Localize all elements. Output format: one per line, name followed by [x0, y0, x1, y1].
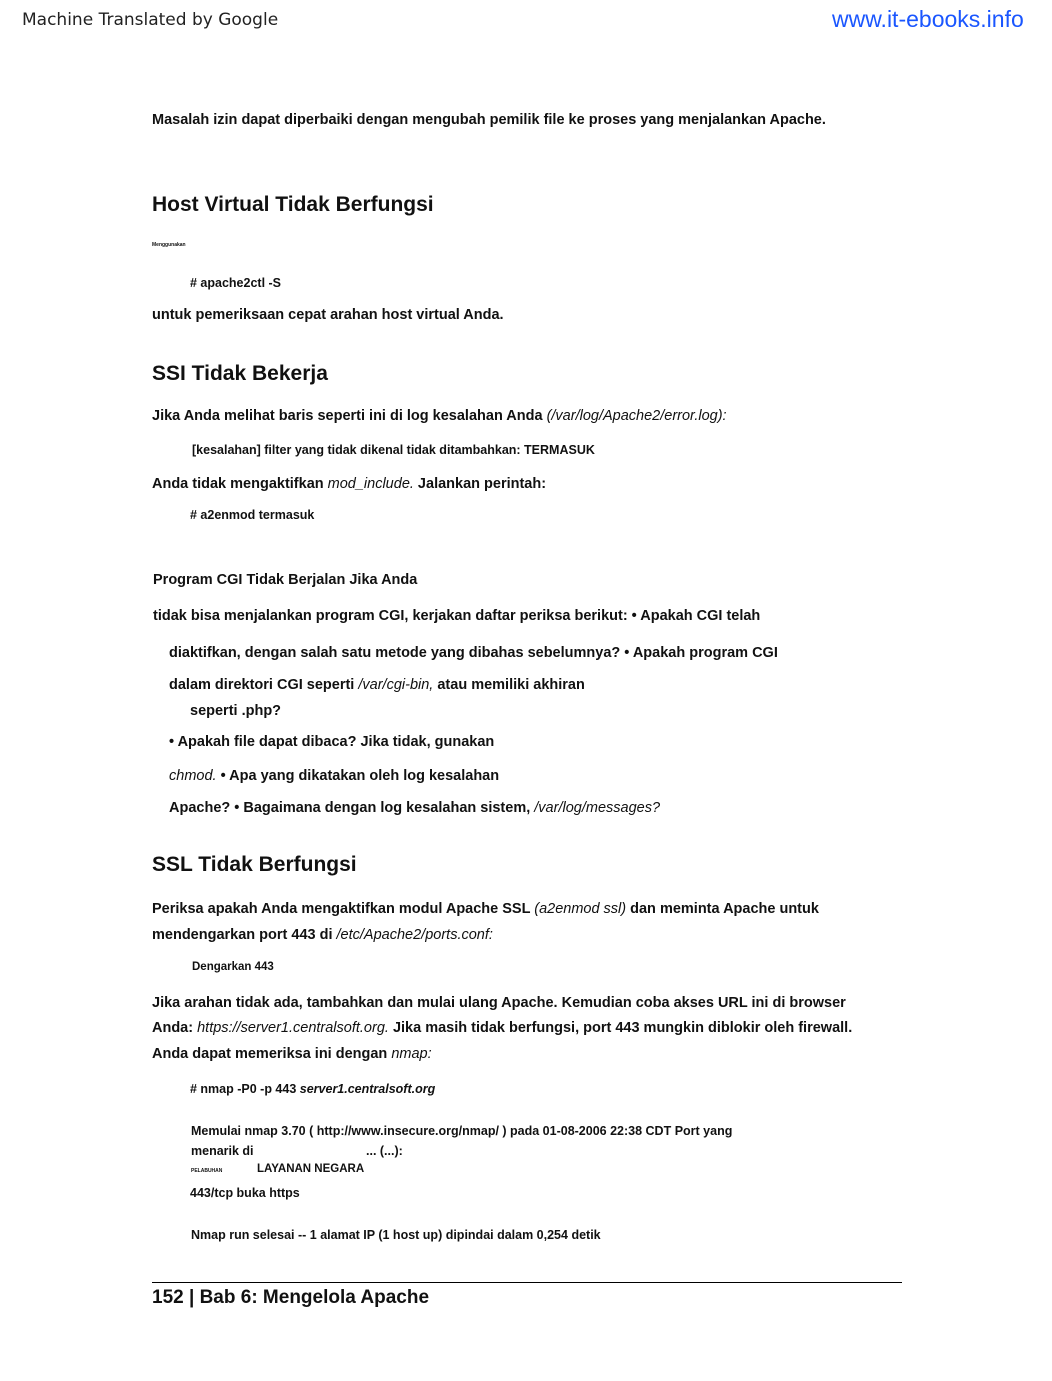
text: mendengarkan port 443 di [152, 927, 337, 943]
cgi-line-4 [169, 677, 585, 693]
ssl-paragraph-1 [152, 901, 819, 917]
server-url: https://server1.centralsoft.org. [197, 1020, 389, 1036]
text: Apache? • Bagaimana dengan log kesalahan sistem, [169, 800, 535, 816]
translation-notice: Machine Translated by Google [22, 10, 279, 30]
cgi-line-1: Program CGI Tidak Berjalan Jika Anda [153, 572, 418, 588]
text: Anda dapat memeriksa ini dengan [152, 1046, 392, 1062]
ssl-paragraph-5 [152, 1046, 432, 1062]
log-path: (/var/log/Apache2/error.log): [546, 408, 727, 424]
ssi-paragraph-2 [152, 476, 546, 492]
code-apache2ctl: # apache2ctl -S [190, 276, 282, 290]
nmap-output-line-5: Nmap run selesai -- 1 alamat IP (1 host up) dipindai dalam 0,254 detik [191, 1228, 601, 1242]
website-link[interactable]: www.it-ebooks.info [832, 6, 1024, 32]
nmap-output-line-3: LAYANAN NEGARA [257, 1163, 365, 1175]
cgi-line-8 [169, 800, 660, 816]
ports-conf-path: /etc/Apache2/ports.conf: [336, 927, 493, 943]
text: # nmap -P0 -p 443 [190, 1082, 300, 1096]
ssl-paragraph-2 [152, 927, 493, 943]
ssi-paragraph-1 [152, 408, 727, 424]
intro-paragraph: Masalah izin dapat diperbaiki dengan mengubah pemilik file ke proses yang menjalankan Apache. [152, 112, 826, 128]
ssl-command: (a2enmod ssl) [534, 901, 627, 917]
code-a2enmod: # a2enmod termasuk [190, 508, 315, 522]
nmap-output-line-2a: menarik di [191, 1144, 254, 1158]
ssl-paragraph-3: Jika arahan tidak ada, tambahkan dan mulai ulang Apache. Kemudian coba akses URL ini di browser [152, 995, 846, 1011]
nmap-port-label: PELABUHAN [191, 1168, 223, 1174]
cgi-line-6: • Apakah file dapat dibaca? Jika tidak, gunakan [169, 734, 495, 750]
cgi-line-2: tidak bisa menjalankan program CGI, kerjakan daftar periksa berikut: • Apakah CGI telah [153, 608, 761, 624]
text: Jika masih tidak berfungsi, port 443 mungkin diblokir oleh firewall. [388, 1020, 853, 1036]
tiny-label: Menggunakan [152, 242, 186, 248]
code-listen: Dengarkan 443 [192, 961, 274, 973]
heading-ssi: SSI Tidak Bekerja [152, 362, 328, 385]
text: Anda tidak mengaktifkan [152, 476, 328, 492]
cgi-line-5: seperti .php? [190, 703, 282, 719]
vhost-paragraph: untuk pemeriksaan cepat arahan host virtual Anda. [152, 307, 504, 323]
text: • Apa yang dikatakan oleh log kesalahan [216, 768, 500, 784]
code-nmap-command [190, 1082, 435, 1096]
heading-virtual-host: Host Virtual Tidak Berfungsi [152, 193, 434, 216]
text: Jalankan perintah: [413, 476, 547, 492]
text: dalam direktori CGI seperti [169, 677, 359, 693]
text: atau memiliki akhiran [433, 677, 585, 693]
code-error-line: [kesalahan] filter yang tidak dikenal tidak ditambahkan: TERMASUK [192, 443, 595, 457]
nmap-output-line-4: 443/tcp buka https [190, 1186, 300, 1200]
chmod-term: chmod. [169, 768, 217, 784]
page-footer: 152 | Bab 6: Mengelola Apache [152, 1287, 430, 1308]
messages-path: /var/log/messages? [534, 800, 661, 816]
nmap-host: server1.centralsoft.org [299, 1082, 436, 1096]
cgi-path: /var/cgi-bin, [358, 677, 434, 693]
nmap-output-line-1: Memulai nmap 3.70 ( http://www.insecure.org/nmap/ ) pada 01-08-2006 22:38 CDT Port yang [191, 1124, 733, 1138]
text: Periksa apakah Anda mengaktifkan modul Apache SSL [152, 901, 535, 917]
text: dan meminta Apache untuk [626, 901, 819, 917]
text: Anda: [152, 1020, 198, 1036]
cgi-line-7 [169, 768, 499, 784]
module-name: mod_include. [327, 476, 414, 492]
ssl-paragraph-4 [152, 1020, 852, 1036]
cgi-line-3: diaktifkan, dengan salah satu metode yang dibahas sebelumnya? • Apakah program CGI [169, 645, 778, 661]
footer-divider [152, 1282, 902, 1283]
nmap-output-line-2b: ... (...): [366, 1144, 403, 1158]
heading-ssl: SSL Tidak Berfungsi [152, 853, 357, 876]
nmap-term: nmap: [391, 1046, 432, 1062]
text: Jika Anda melihat baris seperti ini di log kesalahan Anda [152, 408, 547, 424]
